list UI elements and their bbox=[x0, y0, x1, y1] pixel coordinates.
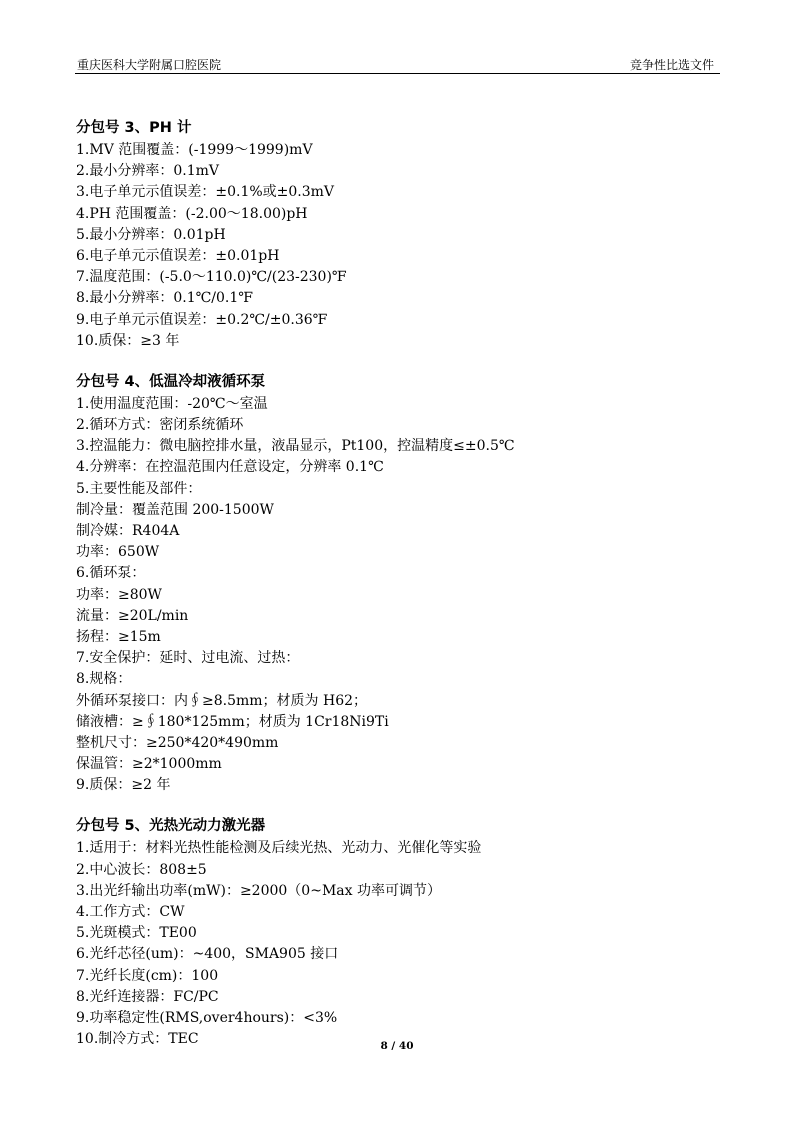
spec-line: 流量：≥20L/min bbox=[76, 607, 189, 624]
spec-line: 3.出光纤输出功率(mW)：≥2000（0~Max 功率可调节） bbox=[76, 882, 441, 899]
spec-line: 外循环泵接口：内∮≥8.5mm；材质为 H62； bbox=[76, 692, 368, 709]
spec-line: 3.电子单元示值误差：±0.1%或±0.3mV bbox=[76, 184, 335, 201]
spec-line: 9.质保：≥2 年 bbox=[76, 777, 171, 794]
spec-line: 功率：650W bbox=[76, 544, 160, 561]
spec-line: 2.循环方式：密闭系统循环 bbox=[76, 417, 244, 434]
section-package-5 bbox=[76, 814, 716, 1050]
document-body bbox=[76, 116, 716, 1068]
spec-line: 6.光纤芯径(um)：~400，SMA905 接口 bbox=[76, 946, 339, 963]
spec-line: 功率：≥80W bbox=[76, 586, 162, 603]
section-package-4 bbox=[76, 370, 716, 797]
spec-line: 10.质保：≥3 年 bbox=[76, 332, 180, 349]
spec-line: 7.温度范围：(-5.0～110.0)℃/(23-230)℉ bbox=[76, 269, 347, 286]
spec-line: 6.循环泵： bbox=[76, 565, 146, 582]
spec-line: 扬程：≥15m bbox=[76, 628, 161, 645]
spec-line: 1.使用温度范围：-20℃～室温 bbox=[76, 395, 268, 412]
page-header bbox=[75, 52, 720, 74]
spec-line: 6.电子单元示值误差：±0.01pH bbox=[76, 247, 280, 264]
spec-line: 9.电子单元示值误差：±0.2℃/±0.36℉ bbox=[76, 311, 328, 328]
header-rule bbox=[75, 73, 720, 74]
section-title: 分包号 5、光热光动力激光器 bbox=[76, 818, 266, 835]
spec-line: 7.安全保护：延时、过电流、过热： bbox=[76, 650, 300, 667]
spec-line: 2.最小分辨率：0.1mV bbox=[76, 163, 220, 180]
spec-line: 5.光斑模式：TE00 bbox=[76, 925, 197, 942]
spec-line: 制冷媒：R404A bbox=[76, 523, 180, 539]
hospital-name: 重庆医科大学附属口腔医院 bbox=[77, 58, 222, 72]
document-type: 竞争性比选文件 bbox=[629, 58, 714, 72]
spec-line: 1.MV 范围覆盖：(-1999～1999)mV bbox=[76, 142, 313, 158]
spec-line: 8.最小分辨率：0.1℃/0.1℉ bbox=[76, 290, 253, 307]
spec-line: 5.最小分辨率：0.01pH bbox=[76, 226, 226, 243]
spec-line: 7.光纤长度(cm)：100 bbox=[76, 967, 219, 984]
spec-line: 整机尺寸：≥250*420*490mm bbox=[76, 734, 279, 751]
section-title: 分包号 4、低温冷却液循环泵 bbox=[76, 373, 266, 390]
section-package-3 bbox=[76, 116, 716, 352]
spec-line: 8.光纤连接器：FC/PC bbox=[76, 988, 219, 1005]
spec-line: 5.主要性能及部件： bbox=[76, 480, 202, 497]
spec-line: 8.规格： bbox=[76, 671, 132, 688]
spec-line: 制冷量：覆盖范围 200-1500W bbox=[76, 501, 274, 518]
page-number: 8 / 40 bbox=[380, 1040, 414, 1052]
spec-line: 储液槽：≥∮180*125mm；材质为 1Cr18Ni9Ti bbox=[76, 713, 389, 730]
spec-line: 10.制冷方式：TEC bbox=[76, 1031, 199, 1048]
spec-line: 1.适用于：材料光热性能检测及后续光热、光动力、光催化等实验 bbox=[76, 840, 482, 857]
spec-line: 4.PH 范围覆盖：(-2.00～18.00)pH bbox=[76, 205, 308, 222]
spec-line: 保温管：≥2*1000mm bbox=[76, 756, 222, 773]
spec-line: 4.分辨率：在控温范围内任意设定，分辨率 0.1℃ bbox=[76, 459, 384, 476]
spec-line: 9.功率稳定性(RMS,over4hours)：<3% bbox=[76, 1009, 338, 1026]
spec-line: 2.中心波长：808±5 bbox=[76, 861, 207, 878]
spec-line: 4.工作方式：CW bbox=[76, 904, 185, 920]
section-title: 分包号 3、PH 计 bbox=[76, 120, 192, 136]
spec-line: 3.控温能力：微电脑控排水量，液晶显示，Pt100，控温精度≤±0.5℃ bbox=[76, 438, 515, 455]
